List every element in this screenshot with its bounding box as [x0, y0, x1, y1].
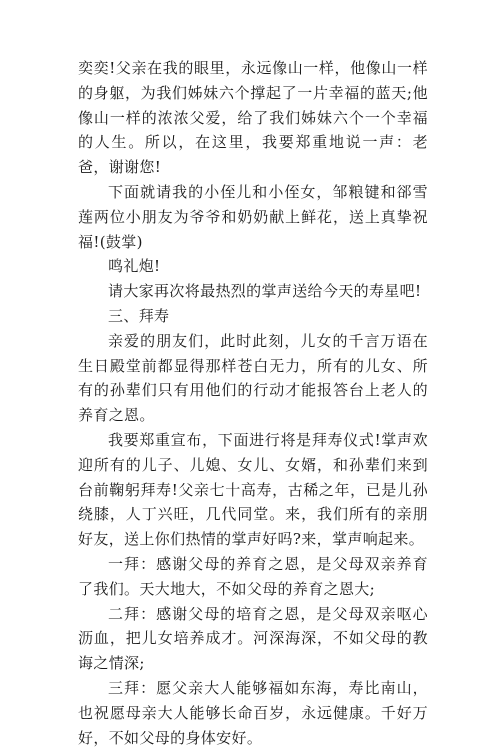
paragraph-flower-presentation: 下面就请我的小侄儿和小侄女，邹粮键和郤雪莲两位小朋友为爷爷和奶奶献上鲜花，送上真挚祝福!(鼓掌): [78, 182, 428, 251]
paragraph-dear-friends: 亲爱的朋友们，此时此刻，儿女的千言万语在生日殿堂前都显得那样苍白无力，所有的儿女、所有的孙辈们只有用他们的行动才能报答台上老人的养育之恩。: [78, 331, 428, 425]
document-body: [78, 56, 428, 750]
paragraph-second-bow: 二拜：感谢父母的培育之恩，是父母双亲呕心沥血，把儿女培养成才。河深海深，不如父母的教诲之情深;: [78, 604, 428, 673]
paragraph-ceremony-announcement: 我要郑重宣布，下面进行将是拜寿仪式!掌声欢迎所有的儿子、儿媳、女儿、女婿，和孙辈们来到台前鞠躬拜寿!父亲七十高寿，古稀之年，已是儿孙绕膝，人丁兴旺，几代同堂。来，我们所有的亲朋好友，送上你们热情的掌声好吗?来，掌声响起来。: [78, 430, 428, 549]
paragraph-applause: 请大家再次将最热烈的掌声送给今天的寿星吧!: [108, 282, 422, 301]
paragraph-salute: 鸣礼炮!: [108, 257, 161, 276]
paragraph-third-bow: 三拜：愿父亲大人能够福如东海，寿比南山，也祝愿母亲大人能够长命百岁，永远健康。千好万好，不如父母的身体安好。: [78, 678, 428, 747]
paragraph-first-bow: 一拜：感谢父母的养育之恩，是父母双亲养育了我们。天大地大，不如父母的养育之恩大;: [78, 554, 428, 598]
paragraph-father-tribute: 奕奕!父亲在我的眼里，永远像山一样，他像山一样的身躯，为我们姊妹六个撑起了一片幸福的蓝天;他像山一样的浓浓父爱，给了我们姊妹六个一个幸福的人生。所以，在这里，我要郑重地说一声：老爸，谢谢您!: [78, 59, 428, 177]
section-heading-birthday-bow: 三、拜寿: [108, 306, 170, 325]
